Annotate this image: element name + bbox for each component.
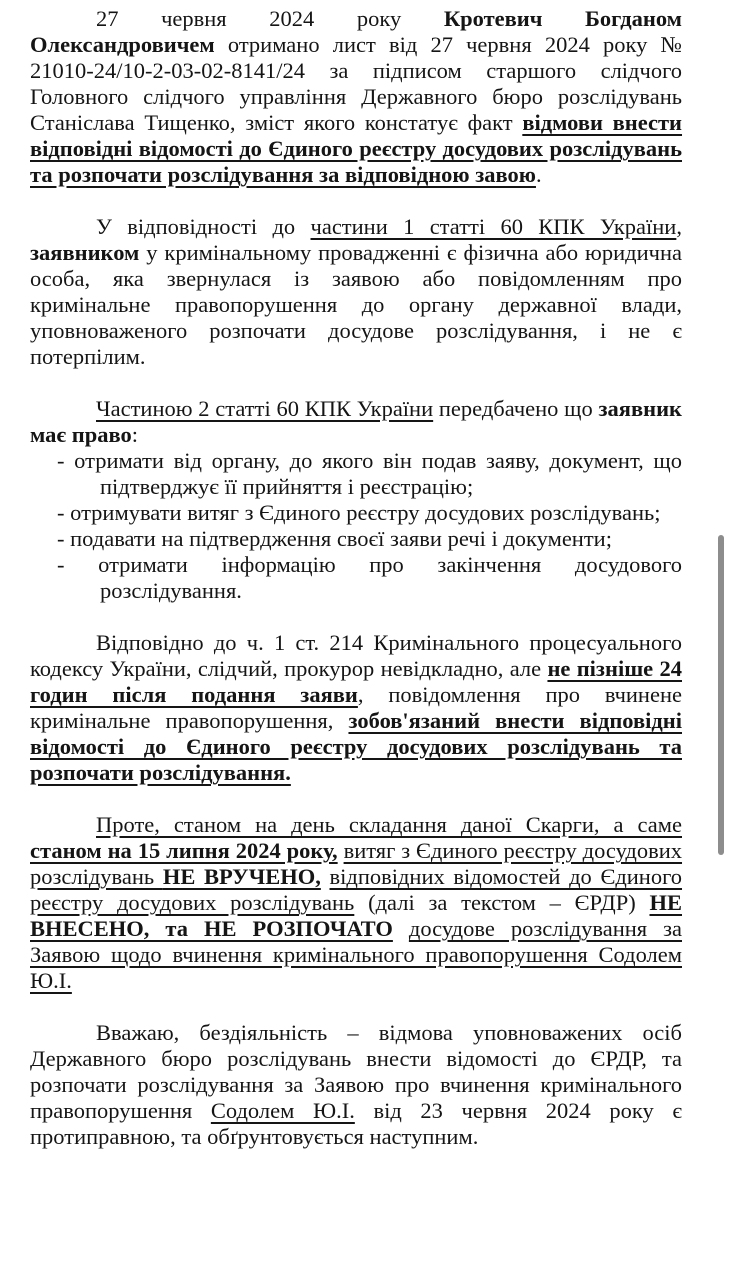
- text-run: відмови внести відповідні відомості до Єдиного реєстру досудових розслідувань та розпочати розслідування за відповідною завою: [30, 110, 683, 187]
- text-run: передбачено що: [433, 396, 599, 421]
- list-item: [30, 552, 682, 604]
- text-run: [393, 916, 409, 941]
- paragraph: [30, 396, 682, 448]
- text-run: частини 1 статті 60 КПК України: [310, 214, 677, 239]
- list-item: [30, 500, 682, 526]
- text-run: Відповідно до ч. 1 ст. 214 Кримінального процесуального кодексу України, слідчий, прокурор невідкладно, але: [30, 630, 682, 681]
- text-run: Кротевич Богданом Олександровичем: [30, 6, 682, 57]
- paragraph: [30, 630, 682, 786]
- text-run: Содолем Ю.І.: [210, 1098, 355, 1123]
- text-run: зобов'язаний внести відповідні відомості до Єдиного реєстру досудових розслідувань та розпочати розслідування.: [30, 708, 682, 785]
- text-run: НЕ ВНЕСЕНО, та НЕ РОЗПОЧАТО: [30, 890, 682, 941]
- text-run: , повідомлення про вчинене кримінальне правопорушення,: [30, 682, 682, 733]
- text-run: заявник має право: [30, 396, 683, 447]
- list-item: [30, 526, 682, 552]
- text-run: (далі за текстом – ЄРДР): [354, 890, 650, 915]
- paragraph: [30, 812, 682, 994]
- paragraph: [30, 1020, 682, 1150]
- text-run: Вважаю, бездіяльність – відмова уповноважених осіб Державного бюро розслідувань внести відомості до ЄРДР, та розпочати розслідування за Заявою про вчинення кримінального правопорушення: [30, 1020, 682, 1123]
- text-run: :: [131, 422, 139, 447]
- scrollbar-thumb[interactable]: [718, 535, 724, 855]
- text-run: [321, 864, 330, 889]
- paragraph: [30, 214, 682, 370]
- text-run: У відповідності до: [96, 214, 311, 239]
- text-run: - отримати інформацію про закінчення досудового розслідування.: [57, 552, 682, 603]
- paragraph: [30, 6, 682, 188]
- text-run: відповідних відомостей до Єдиного реєстру досудових розслідувань: [30, 864, 683, 915]
- text-run: НЕ ВРУЧЕНО,: [162, 864, 321, 889]
- list-item: [30, 448, 682, 500]
- text-run: 27 червня 2024 року: [96, 6, 444, 31]
- text-run: .: [535, 162, 542, 187]
- text-run: Проте, станом на день складання даної Скарги, а саме: [96, 812, 682, 837]
- text-run: у кримінальному провадженні є фізична або юридична особа, яка звернулася із заявою або повідомленням про кримінальне правопорушення до органу державної влади, уповноваженого розпочати досудове розслідування, і не є потерпілим.: [30, 240, 682, 369]
- rights-list: [30, 448, 682, 604]
- text-run: ,: [676, 214, 682, 239]
- text-run: - отримати від органу, до якого він подав заяву, документ, що підтверджує її прийняття і реєстрацію;: [57, 448, 682, 499]
- text-run: заявником: [30, 240, 140, 265]
- document-body: [30, 6, 682, 1150]
- text-run: станом на 15 липня 2024 року,: [30, 838, 338, 863]
- text-run: досудове розслідування за Заявою щодо вчинення кримінального правопорушення Содолем Ю.І.: [30, 916, 682, 993]
- text-run: отримано лист від 27 червня 2024 року № 21010-24/10-2-03-02-8141/24 за підписом старшого слідчого Головного слідчого управління Державного бюро розслідувань Станіслава Тищенко, зміст якого констатує факт: [30, 32, 682, 135]
- text-run: - отримувати витяг з Єдиного реєстру досудових розслідувань;: [57, 500, 661, 525]
- text-run: Частиною 2 статті 60 КПК України: [96, 396, 434, 421]
- text-run: витяг з Єдиного реєстру досудових розслідувань: [30, 838, 683, 889]
- text-run: не пізніше 24 годин після подання заяви: [30, 656, 682, 707]
- text-run: - подавати на підтвердження своєї заяви речі і документи;: [57, 526, 612, 551]
- text-run: від 23 червня 2024 року є протиправною, та обґрунтовується наступним.: [30, 1098, 682, 1149]
